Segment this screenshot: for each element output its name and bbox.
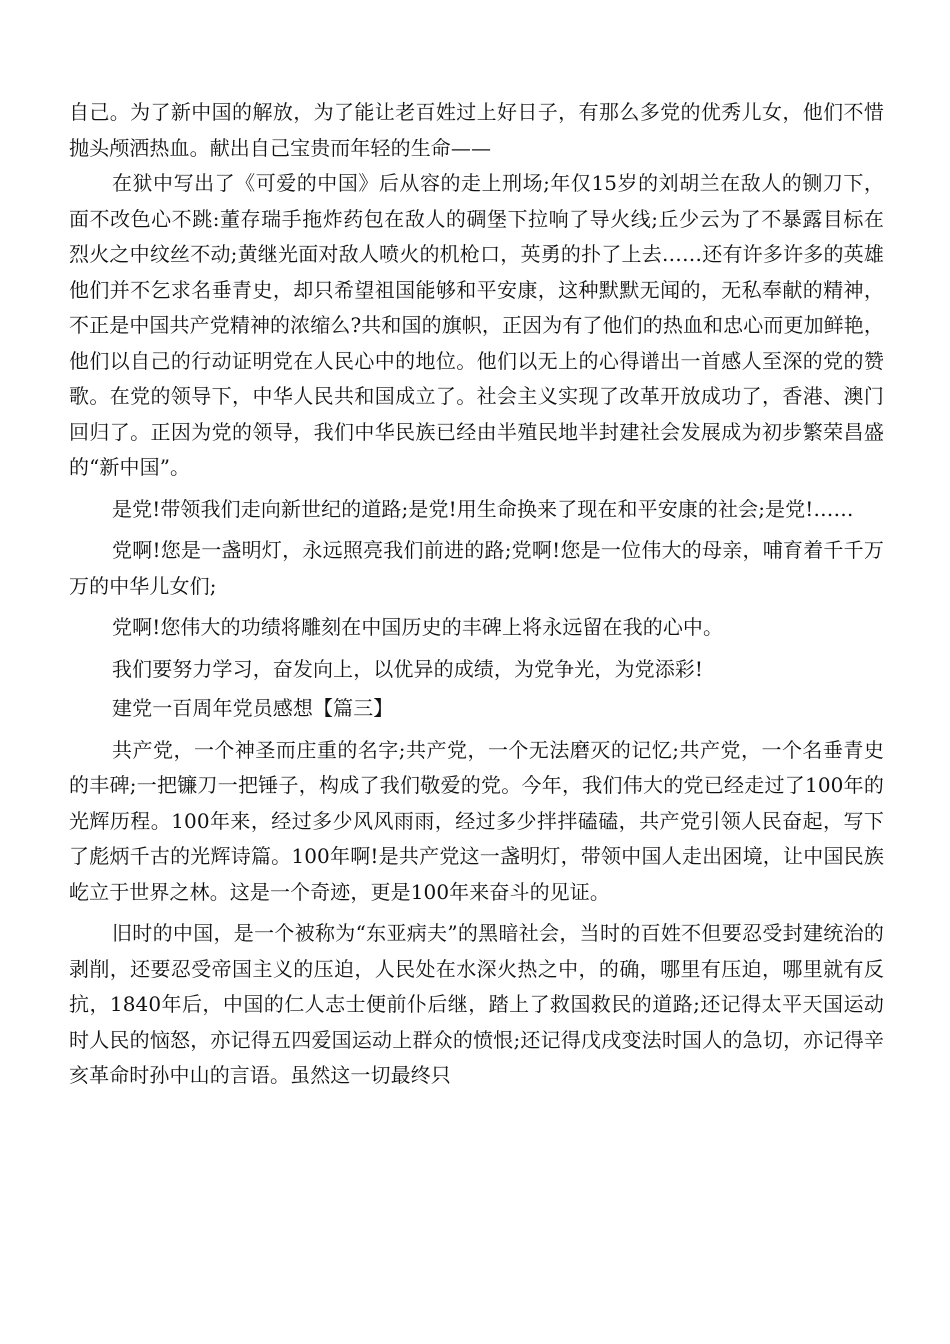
paragraph-party-lamp: 党啊!您是一盏明灯，永远照亮我们前进的路;党啊!您是一位伟大的母亲，哺育着千千万万的中华儿女们;: [69, 538, 884, 598]
document-body: [69, 95, 884, 1094]
paragraph-heroes: 在狱中写出了《可爱的中国》后从容的走上刑场;年仅15岁的刘胡兰在敌人的铡刀下，面不改色心不跳:董存瑞手拖炸药包在敌人的碉堡下拉响了导火线;丘少云为了不暴露目标在烈火之中纹丝不动;黄继光面对敌人喷火的机枪口，英勇的扑了上去……还有许多许多的英雄他们并不乞求名垂青史，却只希望祖国能够和平安康，这种默默无闻的，无私奉献的精神，不正是中国共产党精神的浓缩么?共和国的旗帜，正因为有了他们的热血和忠心而更加鲜艳，他们以自己的行动证明党在人民心中的地位。他们以无上的心得谱出一首感人至深的党的赞歌。在党的领导下，中华人民共和国成立了。社会主义实现了改革开放成功了，香港、澳门回归了。正因为党的领导，我们中华民族已经由半殖民地半封建社会发展成为初步繁荣昌盛的“新中国”。: [69, 171, 884, 479]
section-heading: 建党一百周年党员感想【篇三】: [112, 696, 394, 720]
paragraph-study-hard: 我们要努力学习，奋发向上，以优异的成绩，为党争光，为党添彩!: [112, 656, 704, 681]
paragraph-old-china: 旧时的中国，是一个被称为“东亚病夫”的黑暗社会，当时的百姓不但要忍受封建统治的剥削，还要忍受帝国主义的压迫，人民处在水深火热之中，的确，哪里有压迫，哪里就有反抗，1840年后，中国的仁人志士便前仆后继，踏上了救国救民的道路;还记得太平天国运动时人民的恼怒，亦记得五四爱国运动上群众的愤恨;还记得戊戌变法时国人的急切，亦记得辛亥革命时孙中山的言语。虽然这一切最终只: [69, 921, 884, 1087]
paragraph-continuation: 自己。为了新中国的解放，为了能让老百姓过上好日子，有那么多党的优秀儿女，他们不惜抛头颅洒热血。献出自己宝贵而年轻的生命——: [69, 100, 884, 160]
paragraph-party-achievements: 党啊!您伟大的功绩将雕刻在中国历史的丰碑上将永远留在我的心中。: [112, 615, 724, 639]
paragraph-party-leads: 是党!带领我们走向新世纪的道路;是党!用生命换来了现在和平安康的社会;是党!……: [112, 496, 854, 521]
paragraph-communist-party: 共产党，一个神圣而庄重的名字;共产党，一个无法磨灭的记忆;共产党，一个名垂青史的丰碑;一把镰刀一把锤子，构成了我们敬爱的党。今年，我们伟大的党已经走过了100年的光辉历程。100年来，经过多少风风雨雨，经过多少拌拌磕磕，共产党引领人民奋起，写下了彪炳千古的光辉诗篇。100年啊!是共产党这一盏明灯，带领中国人走出困境，让中国民族屹立于世界之林。这是一个奇迹，更是100年来奋斗的见证。: [69, 737, 884, 904]
